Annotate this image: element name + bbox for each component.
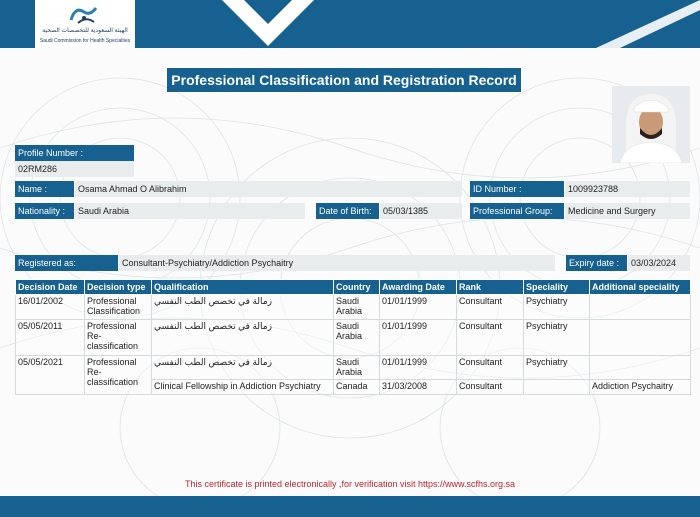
name-label: Name :	[15, 181, 74, 197]
professional-group-label: Professional Group:	[470, 203, 564, 219]
country-cell: Canada	[334, 380, 380, 395]
classification-records-table	[15, 279, 691, 395]
decision-type-cell: Professional Re-classification	[85, 320, 152, 356]
background-pattern	[0, 48, 700, 496]
speciality-cell: Psychiatry	[524, 295, 590, 320]
speciality-cell: Psychiatry	[524, 320, 590, 356]
verification-note: This certificate is printed electronically ,for verification visit https://www.scfhs.org.sa	[184, 479, 516, 489]
decision-date-cell: 05/05/2021	[16, 356, 85, 395]
header-qualification: Qualification	[152, 280, 334, 295]
header-additional-speciality: Additional speciality	[590, 280, 691, 295]
name-value: Osama Ahmad O Alibrahim	[75, 181, 462, 197]
header-decision-type: Decision type	[85, 280, 152, 295]
header-rank: Rank	[457, 280, 524, 295]
rank-cell: Consultant	[457, 356, 524, 380]
id-number-label: ID Number :	[470, 181, 564, 197]
qualification-cell: زمالة في تخصص الطب النفسي	[152, 320, 334, 356]
decision-date-cell: 16/01/2002	[16, 295, 85, 320]
logo-arabic-text: الهيئة السعودية للتخصصات الصحية	[42, 28, 128, 34]
profile-number-label: Profile Number :	[15, 145, 134, 161]
table-row	[16, 320, 691, 356]
person-photo-icon	[612, 86, 690, 163]
decision-type-cell: Professional Classification	[85, 295, 152, 320]
top-banner	[0, 0, 700, 48]
qualification-cell: زمالة في تخصص الطب النفسي	[152, 295, 334, 320]
id-number-value: 1009923788	[565, 181, 690, 197]
speciality-cell: Psychiatry	[524, 356, 590, 380]
registered-as-value: Consultant-Psychiatry/Addiction Psychaitry	[119, 255, 555, 271]
expiry-date-label: Expiry date :	[566, 255, 627, 271]
rank-cell: Consultant	[457, 380, 524, 395]
qualification-cell: Clinical Fellowship in Addiction Psychiatry	[152, 380, 334, 395]
dob-label: Date of Birth:	[316, 203, 379, 219]
header-speciality: Speciality	[524, 280, 590, 295]
additional-speciality-cell: Addiction Psychaitry	[590, 380, 691, 395]
rank-cell: Consultant	[457, 320, 524, 356]
qualification-cell: زمالة في تخصص الطب النفسي	[152, 356, 334, 380]
additional-speciality-cell	[590, 295, 691, 320]
awarding-date-cell: 01/01/1999	[380, 356, 457, 380]
country-cell: Saudi Arabia	[334, 320, 380, 356]
header-decision-date: Decision Date	[16, 280, 85, 295]
decision-type-cell: Professional Re-classification	[85, 356, 152, 395]
expiry-date-value: 03/03/2024	[628, 255, 690, 271]
decision-date-cell: 05/05/2011	[16, 320, 85, 356]
logo-english-text: Saudi Commission for Health Specialties	[39, 38, 131, 44]
professional-group-value: Medicine and Surgery	[565, 203, 690, 219]
country-cell: Saudi Arabia	[334, 295, 380, 320]
additional-speciality-cell	[590, 356, 691, 380]
logo-mark-icon	[68, 4, 102, 26]
additional-speciality-cell	[590, 320, 691, 356]
awarding-date-cell: 01/01/1999	[380, 295, 457, 320]
nationality-value: Saudi Arabia	[75, 203, 305, 219]
registered-as-label: Registered as:	[15, 255, 118, 271]
awarding-date-cell: 01/01/1999	[380, 320, 457, 356]
dob-value: 05/03/1385	[380, 203, 462, 219]
nationality-label: Nationality :	[15, 203, 74, 219]
table-row	[16, 356, 691, 380]
header-country: Country	[334, 280, 380, 295]
awarding-date-cell: 31/03/2008	[380, 380, 457, 395]
country-cell: Saudi Arabia	[334, 356, 380, 380]
header-awarding-date: Awarding Date	[380, 280, 457, 295]
table-header-row	[16, 280, 691, 295]
table-row	[16, 295, 691, 320]
speciality-cell	[524, 380, 590, 395]
rank-cell: Consultant	[457, 295, 524, 320]
bottom-banner	[0, 496, 700, 517]
page-title: Professional Classification and Registration Record	[167, 68, 521, 92]
scfhs-logo	[35, 0, 135, 48]
profile-number-value: 02RM286	[15, 161, 134, 177]
profile-photo	[612, 86, 690, 163]
